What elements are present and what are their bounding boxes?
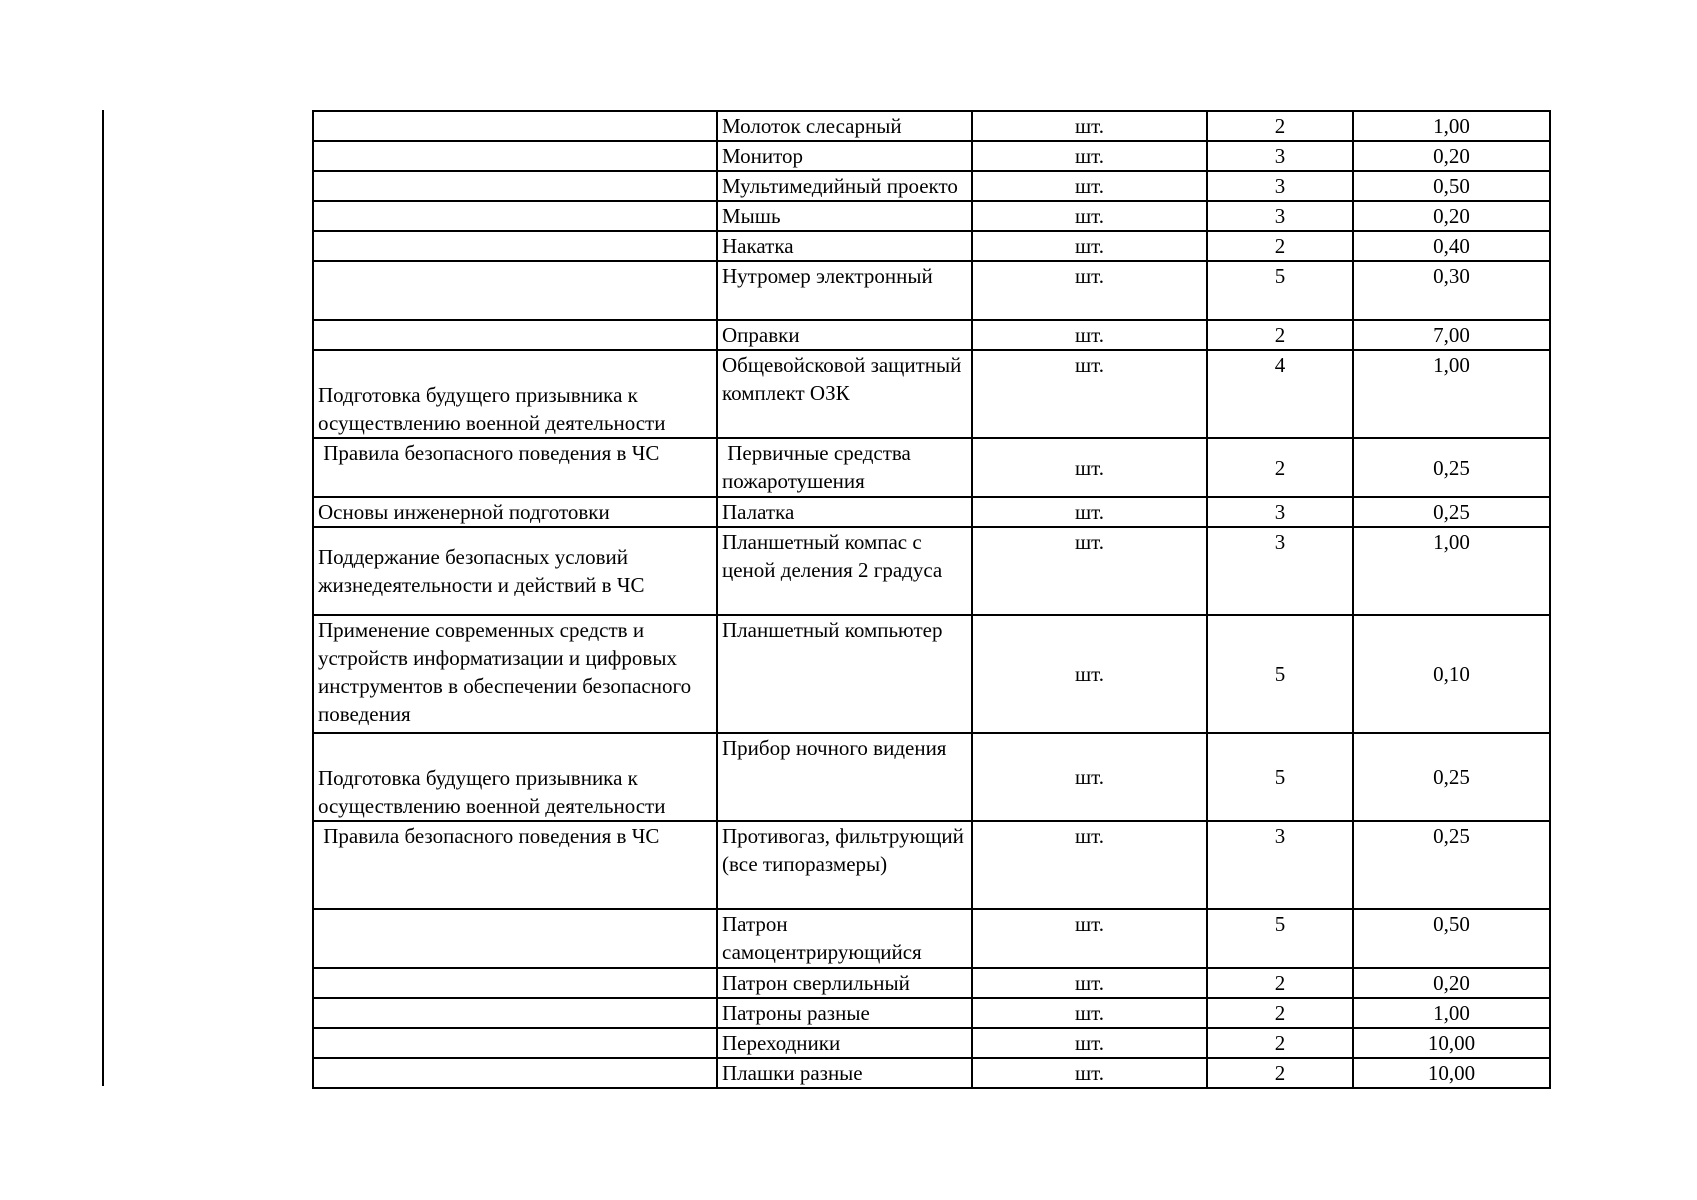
table-row <box>313 141 1550 171</box>
norm-cell: 0,10 <box>1353 615 1550 733</box>
quantity-cell: 5 <box>1207 909 1353 968</box>
topic-cell <box>313 261 717 320</box>
unit-cell: шт. <box>972 320 1207 350</box>
item-name-cell: Мультимедийный проекто <box>717 171 972 201</box>
norm-cell: 10,00 <box>1353 1028 1550 1058</box>
table-row <box>313 497 1550 527</box>
unit-cell: шт. <box>972 171 1207 201</box>
norm-cell: 0,20 <box>1353 968 1550 998</box>
quantity-cell: 3 <box>1207 141 1353 171</box>
quantity-cell: 5 <box>1207 733 1353 821</box>
norm-cell: 10,00 <box>1353 1058 1550 1088</box>
unit-cell: шт. <box>972 733 1207 821</box>
table-row <box>313 615 1550 733</box>
quantity-cell: 4 <box>1207 350 1353 438</box>
unit-cell: шт. <box>972 968 1207 998</box>
quantity-cell: 3 <box>1207 201 1353 231</box>
item-name-cell: Общевойсковой защитный комплект ОЗК <box>717 350 972 438</box>
unit-cell: шт. <box>972 350 1207 438</box>
table-row <box>313 909 1550 968</box>
norm-cell: 0,25 <box>1353 821 1550 909</box>
unit-cell: шт. <box>972 497 1207 527</box>
unit-cell: шт. <box>972 998 1207 1028</box>
norm-cell: 0,20 <box>1353 141 1550 171</box>
table-row <box>313 231 1550 261</box>
topic-cell <box>313 171 717 201</box>
item-name-cell: Противогаз, фильтрующий (все типоразмеры) <box>717 821 972 909</box>
item-name-cell: Накатка <box>717 231 972 261</box>
unit-cell: шт. <box>972 1058 1207 1088</box>
item-name-cell: Планшетный компьютер <box>717 615 972 733</box>
page-margin-line <box>102 110 104 1086</box>
item-name-cell: Переходники <box>717 1028 972 1058</box>
topic-cell <box>313 998 717 1028</box>
topic-cell: Правила безопасного поведения в ЧС <box>313 438 717 497</box>
topic-cell <box>313 1058 717 1088</box>
table-row <box>313 733 1550 821</box>
item-name-cell: Патрон сверлильный <box>717 968 972 998</box>
quantity-cell: 2 <box>1207 968 1353 998</box>
table-row <box>313 201 1550 231</box>
unit-cell: шт. <box>972 438 1207 497</box>
topic-cell: Основы инженерной подготовки <box>313 497 717 527</box>
norm-cell: 0,25 <box>1353 497 1550 527</box>
topic-cell <box>313 909 717 968</box>
item-name-cell: Монитор <box>717 141 972 171</box>
item-name-cell: Палатка <box>717 497 972 527</box>
unit-cell: шт. <box>972 1028 1207 1058</box>
topic-cell: Поддержание безопасных условий жизнедеятельности и действий в ЧС <box>313 527 717 615</box>
norm-cell: 0,25 <box>1353 438 1550 497</box>
quantity-cell: 5 <box>1207 615 1353 733</box>
table-row <box>313 968 1550 998</box>
item-name-cell: Молоток слесарный <box>717 111 972 141</box>
table-row <box>313 261 1550 320</box>
table-row <box>313 821 1550 909</box>
quantity-cell: 2 <box>1207 111 1353 141</box>
unit-cell: шт. <box>972 909 1207 968</box>
topic-cell: Правила безопасного поведения в ЧС <box>313 821 717 909</box>
table-row <box>313 998 1550 1028</box>
table-row <box>313 527 1550 615</box>
topic-cell <box>313 141 717 171</box>
unit-cell: шт. <box>972 201 1207 231</box>
topic-cell <box>313 231 717 261</box>
quantity-cell: 2 <box>1207 1028 1353 1058</box>
norm-cell: 1,00 <box>1353 350 1550 438</box>
equipment-table <box>312 110 1551 1089</box>
table-row <box>313 350 1550 438</box>
norm-cell: 1,00 <box>1353 998 1550 1028</box>
table-row <box>313 171 1550 201</box>
unit-cell: шт. <box>972 821 1207 909</box>
norm-cell: 0,25 <box>1353 733 1550 821</box>
quantity-cell: 3 <box>1207 171 1353 201</box>
table-row <box>313 320 1550 350</box>
quantity-cell: 3 <box>1207 527 1353 615</box>
quantity-cell: 3 <box>1207 821 1353 909</box>
norm-cell: 1,00 <box>1353 111 1550 141</box>
quantity-cell: 2 <box>1207 438 1353 497</box>
quantity-cell: 5 <box>1207 261 1353 320</box>
item-name-cell: Нутромер электронный <box>717 261 972 320</box>
quantity-cell: 2 <box>1207 320 1353 350</box>
norm-cell: 0,30 <box>1353 261 1550 320</box>
item-name-cell: Прибор ночного видения <box>717 733 972 821</box>
norm-cell: 0,50 <box>1353 171 1550 201</box>
item-name-cell: Патроны разные <box>717 998 972 1028</box>
topic-cell <box>313 320 717 350</box>
topic-cell <box>313 968 717 998</box>
table-row <box>313 438 1550 497</box>
table-row <box>313 111 1550 141</box>
topic-cell <box>313 111 717 141</box>
topic-cell: Подготовка будущего призывника к осуществлению военной деятельности <box>313 733 717 821</box>
unit-cell: шт. <box>972 141 1207 171</box>
topic-cell <box>313 201 717 231</box>
quantity-cell: 2 <box>1207 998 1353 1028</box>
norm-cell: 1,00 <box>1353 527 1550 615</box>
item-name-cell: Первичные средства пожаротушения <box>717 438 972 497</box>
quantity-cell: 3 <box>1207 497 1353 527</box>
item-name-cell: Патрон самоцентрирующийся <box>717 909 972 968</box>
norm-cell: 7,00 <box>1353 320 1550 350</box>
unit-cell: шт. <box>972 111 1207 141</box>
quantity-cell: 2 <box>1207 1058 1353 1088</box>
unit-cell: шт. <box>972 231 1207 261</box>
topic-cell <box>313 1028 717 1058</box>
item-name-cell: Мышь <box>717 201 972 231</box>
item-name-cell: Оправки <box>717 320 972 350</box>
unit-cell: шт. <box>972 527 1207 615</box>
norm-cell: 0,50 <box>1353 909 1550 968</box>
table-row <box>313 1028 1550 1058</box>
quantity-cell: 2 <box>1207 231 1353 261</box>
norm-cell: 0,40 <box>1353 231 1550 261</box>
table-row <box>313 1058 1550 1088</box>
norm-cell: 0,20 <box>1353 201 1550 231</box>
topic-cell: Подготовка будущего призывника к осуществлению военной деятельности <box>313 350 717 438</box>
unit-cell: шт. <box>972 261 1207 320</box>
topic-cell: Применение современных средств и устройств информатизации и цифровых инструментов в обеспечении безопасного поведения <box>313 615 717 733</box>
item-name-cell: Плашки разные <box>717 1058 972 1088</box>
item-name-cell: Планшетный компас с ценой деления 2 градуса <box>717 527 972 615</box>
unit-cell: шт. <box>972 615 1207 733</box>
